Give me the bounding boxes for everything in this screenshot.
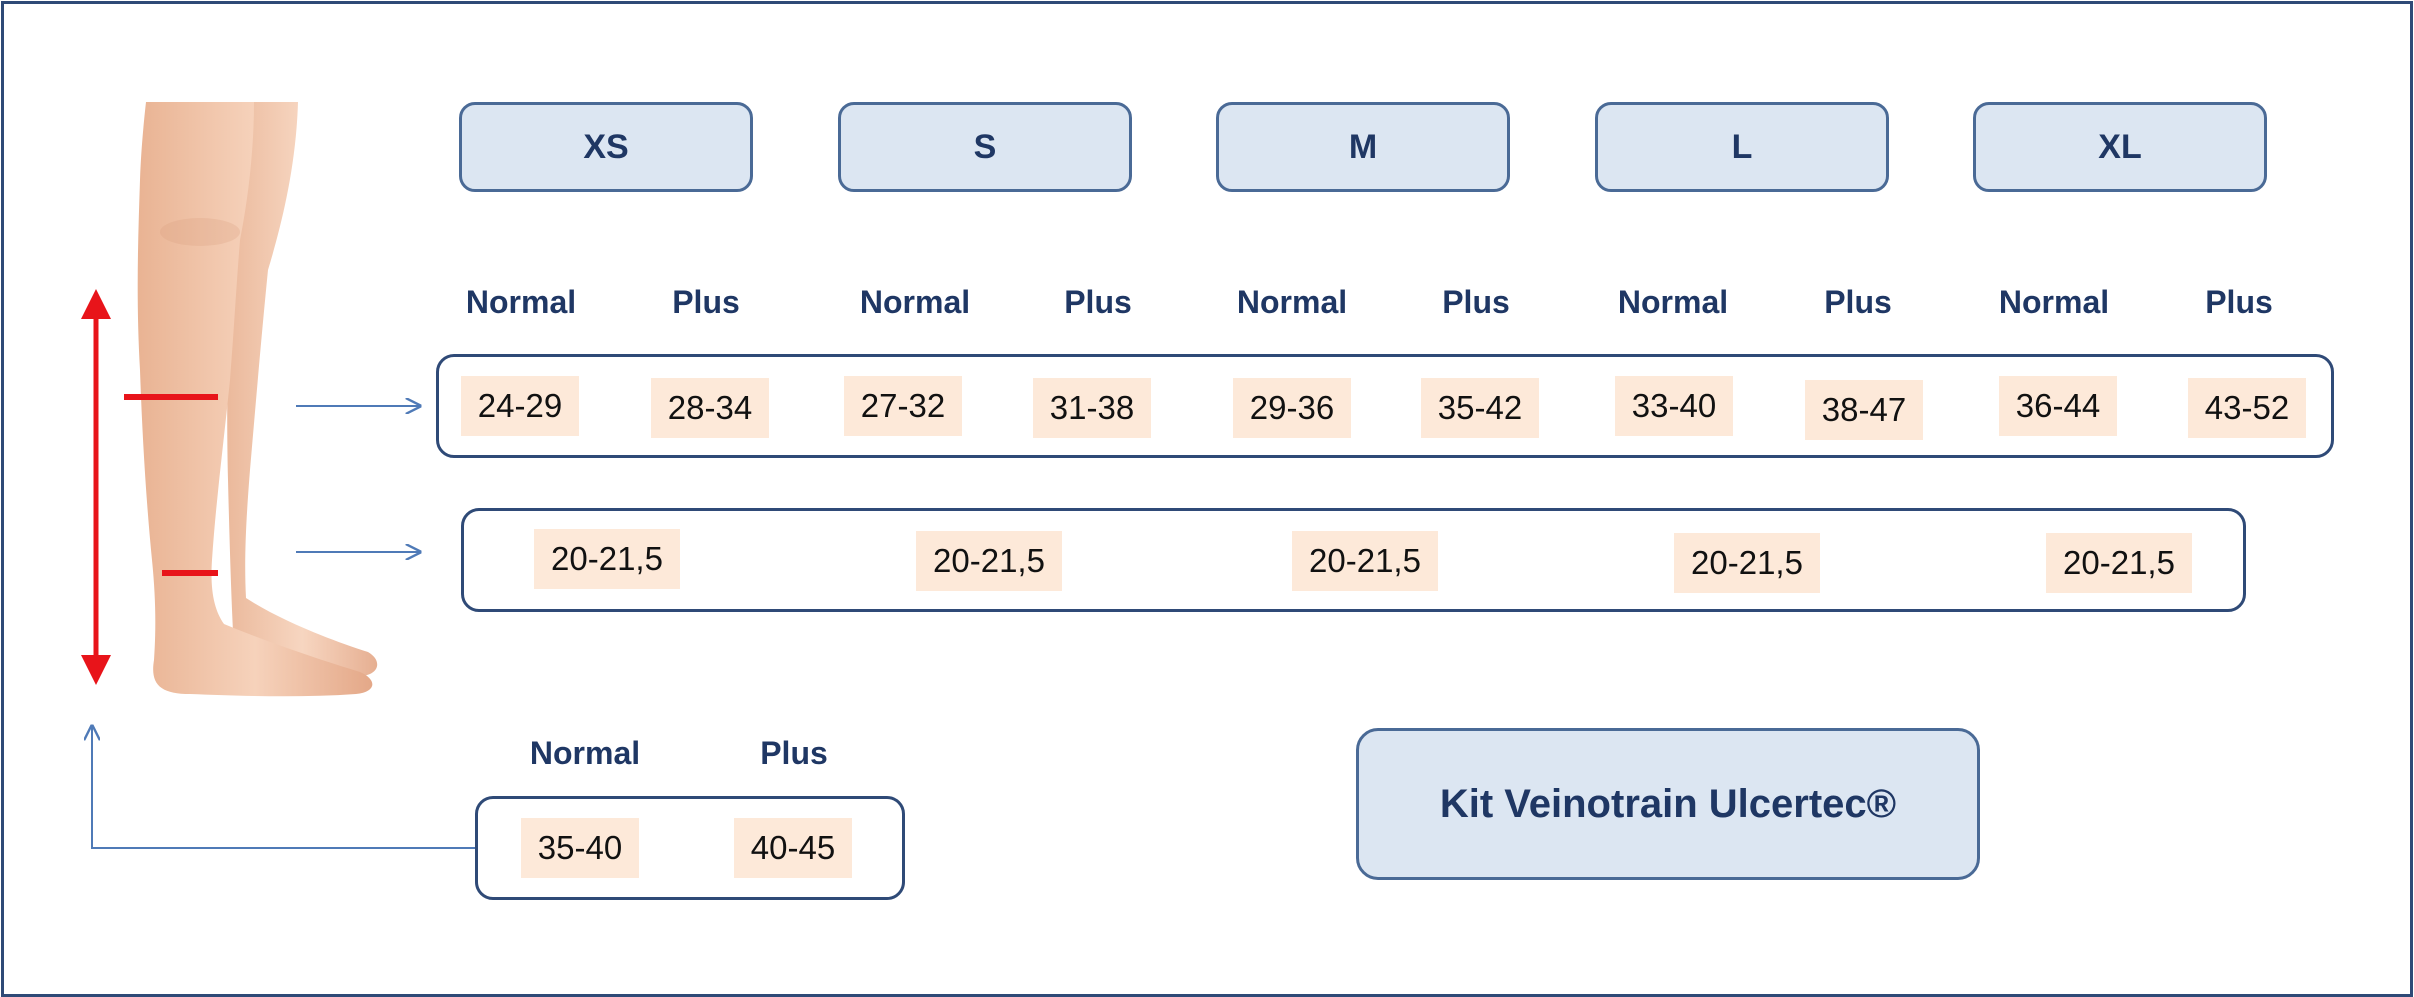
calf-value-s-normal: 27-32 <box>844 376 962 436</box>
ankle-value-s: 20-21,5 <box>916 531 1062 591</box>
knee-shade <box>160 218 240 246</box>
ankle-value-xl: 20-21,5 <box>2046 533 2192 593</box>
calf-value-xl-plus: 43-52 <box>2188 378 2306 438</box>
kit-name: Kit Veinotrain Ulcertec® <box>1439 781 1897 826</box>
calf-value-xl-normal: 36-44 <box>1999 376 2117 436</box>
back-leg-shape <box>227 102 377 678</box>
variant-label-plus: Plus <box>1442 284 1510 320</box>
length-label-normal: Normal <box>529 735 641 771</box>
ankle-value-xs: 20-21,5 <box>534 529 680 589</box>
variant-label-normal: Normal <box>1998 284 2110 320</box>
variant-label-plus: Plus <box>672 284 740 320</box>
size-l-box <box>1595 102 1889 192</box>
size-xl-box <box>1973 102 2267 192</box>
size-s-box <box>838 102 1132 192</box>
variant-label-plus: Plus <box>1064 284 1132 320</box>
length-label-plus: Plus <box>760 735 828 771</box>
size-label: S <box>973 127 997 166</box>
size-label: M <box>1348 127 1378 166</box>
calf-value-xs-normal: 24-29 <box>461 376 579 436</box>
size-label: XS <box>583 127 629 166</box>
length-value-normal: 35-40 <box>521 818 639 878</box>
length-pointer-arrow <box>92 726 476 848</box>
variant-label-normal: Normal <box>1617 284 1729 320</box>
variant-label-normal: Normal <box>465 284 577 320</box>
size-label: L <box>1731 127 1753 166</box>
variant-label-plus: Plus <box>1824 284 1892 320</box>
calf-value-xs-plus: 28-34 <box>651 378 769 438</box>
calf-value-m-plus: 35-42 <box>1421 378 1539 438</box>
calf-value-m-normal: 29-36 <box>1233 378 1351 438</box>
variant-label-plus: Plus <box>2205 284 2273 320</box>
size-label: XL <box>2098 127 2142 166</box>
size-m-box <box>1216 102 1510 192</box>
length-value-plus: 40-45 <box>734 818 852 878</box>
calf-value-l-normal: 33-40 <box>1615 376 1733 436</box>
ankle-value-m: 20-21,5 <box>1292 531 1438 591</box>
calf-value-l-plus: 38-47 <box>1805 380 1923 440</box>
variant-label-normal: Normal <box>859 284 971 320</box>
calf-value-s-plus: 31-38 <box>1033 378 1151 438</box>
ankle-value-l: 20-21,5 <box>1674 533 1820 593</box>
size-xs-box <box>459 102 753 192</box>
variant-label-normal: Normal <box>1236 284 1348 320</box>
kit-name-box <box>1356 728 1980 880</box>
